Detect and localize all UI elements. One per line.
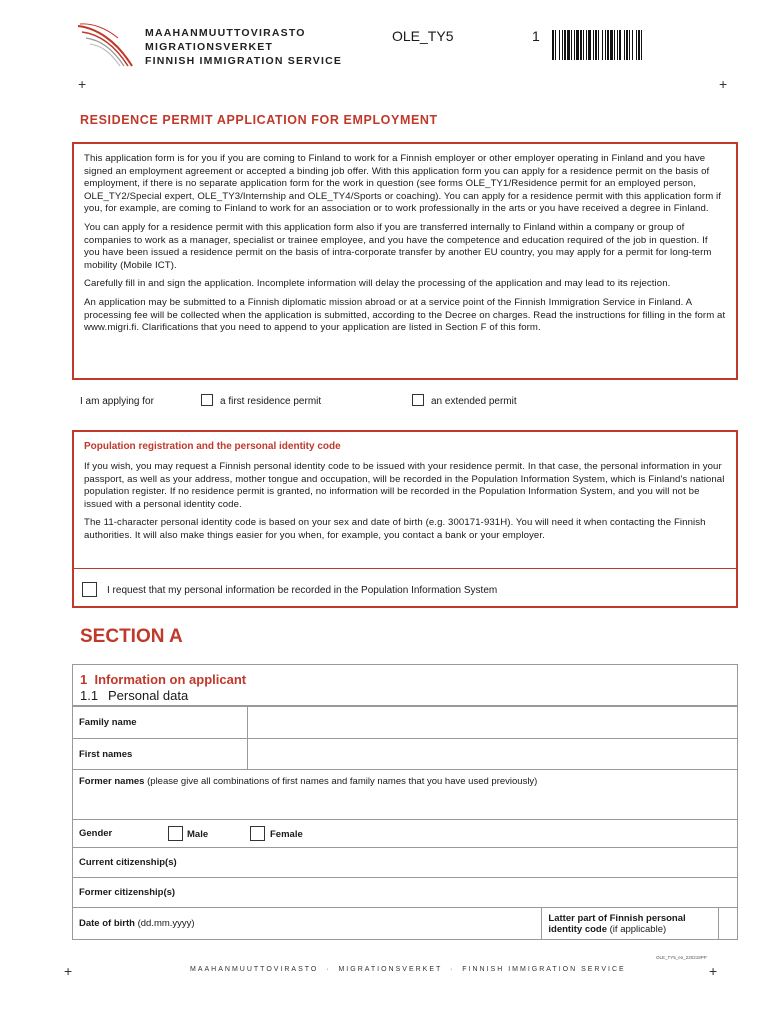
barcode-bar [642,30,644,60]
form-code: OLE_TY5 [392,28,454,44]
applying-for-label: I am applying for [80,396,154,407]
population-request-label: I request that my personal information be recorded in the Population Information System [107,585,498,596]
gender-row [73,820,738,848]
dob-label: Date of birth [79,918,135,929]
pic-label-line2: identity code [548,923,607,935]
gender-label: Gender [79,828,113,839]
org-name-sv: MIGRATIONSVERKET [145,41,274,53]
family-name-row [73,707,738,739]
former-names-row[interactable] [73,770,738,820]
footer-org: MAAHANMUUTTOVIRASTO · MIGRATIONSVERKET · FINNISH IMMIGRATION SERVICE [190,966,626,973]
current-citizenship-label[interactable]: Current citizenship(s) [73,848,738,878]
population-paragraph: If you wish, you may request a Finnish personal identity code to be issued with your residence permit. In that case, the personal information in your passport, as well as your address, mother tongue and occupation, will be recorded in the Population Information System, which is Finland's national population register. If no residence permit is granted, no information will be recorded in the Population Information System, and you will not be issued with a personal identity code. [84,461,725,510]
crop-mark-bottom-left: + [64,963,73,979]
male-label: Male [187,829,209,840]
barcode-icon [552,30,712,60]
first-permit-checkbox[interactable] [201,394,213,406]
current-citizenship-row[interactable] [73,848,738,878]
population-divider [74,568,736,569]
former-names-cell[interactable] [73,770,738,820]
population-request-checkbox[interactable] [82,582,97,597]
family-name-input[interactable] [248,707,738,739]
intro-paragraph: You can apply for a residence permit with this application form also if you are transferred internally to Finland within a company or group of companies to work as a manager, specialist or trainee employee, and you have the competence and education required of the job in question. If you have been issued a residence permit on the basis of intra-corporate transfer by another EU country, you may apply for a permit for long-term mobility (Mobile ICT). [84,221,712,271]
applicant-info-title: 1 Information on applicant [80,672,247,687]
personal-data-table [72,706,738,940]
org-name-en: FINNISH IMMIGRATION SERVICE [145,55,343,67]
doc-code: OLE_TY5_en_220218PP [656,955,707,960]
org-name [145,26,342,68]
dob-hint: (dd.mm.yyyy) [137,918,195,929]
section-a-title: SECTION A [80,626,183,647]
intro-paragraph: An application may be submitted to a Finnish diplomatic mission abroad or at a service point of the Finnish Immigration Service in Finland. A processing fee will be collected when the application is submitted, according to the Decree on charges. Read the instructions for filling in the form at www.migri.fi. Clarifications that you need to append to your application are listed in Section F of this form. [84,296,726,334]
org-name-fi: MAAHANMUUTTOVIRASTO [145,27,306,39]
female-checkbox[interactable] [250,826,265,841]
population-paragraph: The 11-character personal identity code is based on your sex and date of birth (e.g. 300171-931H). You will need it when contacting the Finnish authorities. It will also make things easier for you when, for example, you contact a bank or your employer. [84,517,706,541]
population-box [72,430,738,608]
personal-data-number: 1.1 [80,688,99,703]
first-permit-label: a first residence permit [220,396,322,407]
crop-mark-right: + [719,76,728,92]
first-names-label: First names [73,739,248,770]
extended-permit-label: an extended permit [431,396,517,407]
male-checkbox[interactable] [168,826,183,841]
dob-row [73,908,738,940]
logo [76,22,136,72]
intro-paragraph: Carefully fill in and sign the application. Incomplete information will delay the processing of the application and may lead to its rejection. [84,278,671,290]
logo-wing-icon [76,22,136,72]
former-citizenship-row[interactable] [73,878,738,908]
page-number: 1 [532,28,540,44]
intro-paragraph: This application form is for you if you are coming to Finland to work for a Finnish employer or other employer operating in Finland and you have signed an employment agreement or accepted a binding job offer. With this application form you can apply for a residence permit on the basis of employment, if there is no separate application form for the work in question (see forms OLE_TY1/Residence permit for an employed person, OLE_TY2/Special expert, OLE_TY3/Internship and OLE_TY4/Sports or coaching). You can apply for a residence permit with this application form if you, for example, are coming to Finland to work for an association or to work professionally in the arts or you have received a degree in Finland. [84,153,722,215]
female-label: Female [270,829,303,840]
personal-data-title: Personal data [108,688,189,703]
gender-cell [73,820,738,848]
former-names-hint: (please give all combinations of first names and family names that you have used previously) [147,776,538,787]
intro-box [72,142,738,380]
former-names-label: Former names [79,776,145,787]
former-citizenship-label[interactable]: Former citizenship(s) [73,878,738,908]
first-names-input[interactable] [248,739,738,770]
pic-input[interactable] [719,908,738,940]
extended-permit-checkbox[interactable] [412,394,424,406]
population-heading: Population registration and the personal identity code [84,441,341,452]
pic-label-line1: Latter part of Finnish personal [548,912,686,924]
dob-cell[interactable] [73,908,542,940]
first-names-row [73,739,738,770]
crop-mark-left: + [78,76,87,92]
pic-hint: (if applicable) [609,923,667,935]
pic-label-cell [542,908,719,940]
page-title: RESIDENCE PERMIT APPLICATION FOR EMPLOYMENT [80,113,438,127]
crop-mark-bottom-right: + [709,963,718,979]
family-name-label: Family name [73,707,248,739]
